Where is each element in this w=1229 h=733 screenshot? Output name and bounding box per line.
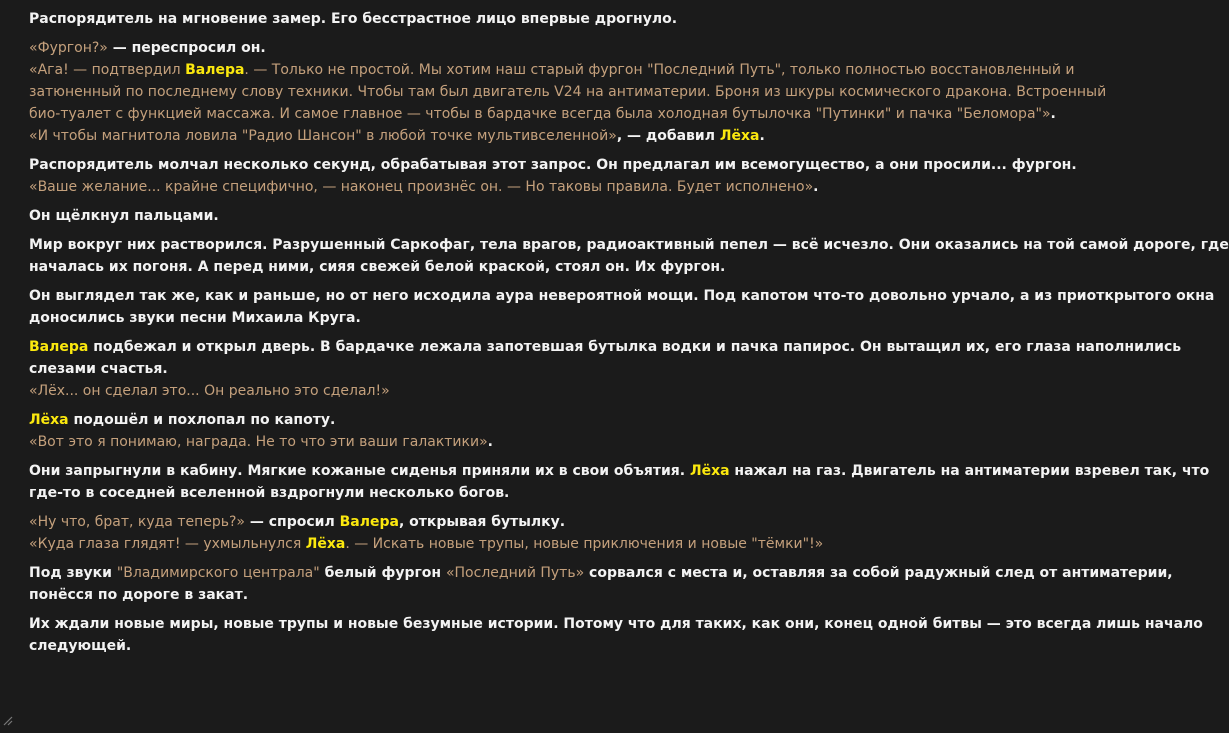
paragraph xyxy=(29,154,1134,198)
dialogue-quote: «Ну что, брат, куда теперь?» xyxy=(29,514,245,530)
dialogue-line: затюненный по последнему слову техники. Чтобы там был двигатель V24 на антиматерии. Броня из шкуры космического дракона. Встроенный xyxy=(29,84,1107,100)
narration-text: Он выглядел так же, как и раньше, но от него исходила аура невероятной мощи. Под капотом что-то довольно урчало, а из приоткрытого окна xyxy=(29,288,1215,304)
narration-text: — спросил xyxy=(245,514,340,530)
narration-text xyxy=(29,336,1182,358)
paragraph xyxy=(29,562,1173,606)
narration-text: — переспросил он. xyxy=(107,40,266,56)
narration-text xyxy=(29,562,1173,584)
dialogue-line: «Лёх... он сделал это... Он реально это сделал!» xyxy=(29,383,390,399)
narration-text xyxy=(29,409,1134,431)
paragraph xyxy=(29,205,1134,227)
narration-text: где-то в соседней вселенной вздрогнули несколько богов. xyxy=(29,485,510,501)
narration-text: , открывая бутылку. xyxy=(398,514,566,530)
punctuation: . xyxy=(813,179,819,195)
paragraph xyxy=(29,511,1134,555)
dialogue-quote: «Ваше желание... крайне специфично, — наконец произнёс он. — Но таковы правила. Будет исполнено» xyxy=(29,179,814,195)
paragraph xyxy=(29,613,1203,657)
character-name-valera: Валера xyxy=(339,514,399,530)
narration-text xyxy=(29,460,1210,482)
narration-text: началась их погоня. А перед ними, сияя свежей белой краской, стоял он. Их фургон. xyxy=(29,259,726,275)
dialogue-line xyxy=(29,431,1134,453)
narration-text: Распорядитель молчал несколько секунд, обрабатывая этот запрос. Он предлагал им всемогущество, а они просили... фургон. xyxy=(29,157,1077,173)
resize-grip-icon[interactable] xyxy=(3,711,13,721)
paragraph xyxy=(29,336,1182,402)
narration-text: понёсся по дороге в закат. xyxy=(29,587,249,603)
punctuation: . xyxy=(1050,106,1056,122)
character-name-lekha: Лёха xyxy=(719,128,760,144)
dialogue-quote: «И чтобы магнитола ловила "Радио Шансон" в любой точке мультивселенной» xyxy=(29,128,617,144)
dialogue-line xyxy=(29,103,1134,125)
character-name-lekha: Лёха xyxy=(689,463,730,479)
narration-text: Их ждали новые миры, новые трупы и новые безумные истории. Потому что для таких, как они, конец одной битвы — это всегда лишь начало xyxy=(29,616,1203,632)
dialogue-quote: . — Только не простой. Мы хотим наш старый фургон "Последний Путь", только полностью восстановленный и xyxy=(244,62,1075,78)
dialogue-quote: «Куда глаза глядят! — ухмыльнулся xyxy=(29,536,306,552)
character-name-lekha: Лёха xyxy=(305,536,346,552)
narration-text: подбежал и открыл дверь. В бардачке лежала запотевшая бутылка водки и пачка папирос. Он вытащил их, его глаза наполнились xyxy=(88,339,1182,355)
dialogue-line xyxy=(29,533,1134,555)
dialogue-line xyxy=(29,125,1134,147)
paragraph xyxy=(29,234,1229,278)
narration-text: подошёл и похлопал по капоту. xyxy=(68,412,336,428)
narration-text: Распорядитель на мгновение замер. Его бесстрастное лицо впервые дрогнуло. xyxy=(29,11,678,27)
van-name: «Последний Путь» xyxy=(445,565,585,581)
dialogue-line xyxy=(29,176,1134,198)
character-name-lekha: Лёха xyxy=(29,412,69,428)
narration-text: Под звуки xyxy=(29,565,117,581)
narration-text: , — добавил xyxy=(616,128,720,144)
dialogue-line xyxy=(29,511,1134,533)
narration-text: сорвался с места и, оставляя за собой радужный след от антиматерии, xyxy=(584,565,1173,581)
paragraph xyxy=(29,8,1134,30)
character-name-valera: Валера xyxy=(29,339,89,355)
character-name-valera: Валера xyxy=(185,62,245,78)
narration-text: нажал на газ. Двигатель на антиматерии взревел так, что xyxy=(729,463,1210,479)
dialogue-line xyxy=(29,37,1134,59)
narration-text: следующей. xyxy=(29,638,132,654)
narration-text: Мир вокруг них растворился. Разрушенный Саркофаг, тела врагов, радиоактивный пепел — всё исчезло. Они оказались на той самой дороге, где xyxy=(29,237,1229,253)
story-text xyxy=(29,8,1229,664)
narration-text: слезами счастья. xyxy=(29,361,168,377)
song-title: "Владимирского централа" xyxy=(116,565,320,581)
paragraph xyxy=(29,460,1210,504)
dialogue-quote: «Ага! — подтвердил xyxy=(29,62,186,78)
dialogue-quote: «Фургон?» xyxy=(29,40,108,56)
narration-text: белый фургон xyxy=(319,565,446,581)
narration-text: доносились звуки песни Михаила Круга. xyxy=(29,310,361,326)
paragraph xyxy=(29,285,1215,329)
dialogue-quote: . — Искать новые трупы, новые приключения и новые "тёмки"!» xyxy=(345,536,824,552)
dialogue-quote: «Вот это я понимаю, награда. Не то что эти ваши галактики» xyxy=(29,434,488,450)
dialogue-quote: био-туалет с функцией массажа. И самое главное — чтобы в бардачке всегда была холодная бутылочка "Путинки" и пачка "Беломора"» xyxy=(29,106,1051,122)
dialogue-line xyxy=(29,59,1134,81)
punctuation: . xyxy=(487,434,493,450)
paragraph xyxy=(29,409,1134,453)
paragraph xyxy=(29,37,1134,147)
narration-text: Они запрыгнули в кабину. Мягкие кожаные сиденья приняли их в свои объятия. xyxy=(29,463,690,479)
narration-text: Он щёлкнул пальцами. xyxy=(29,208,219,224)
punctuation: . xyxy=(759,128,765,144)
